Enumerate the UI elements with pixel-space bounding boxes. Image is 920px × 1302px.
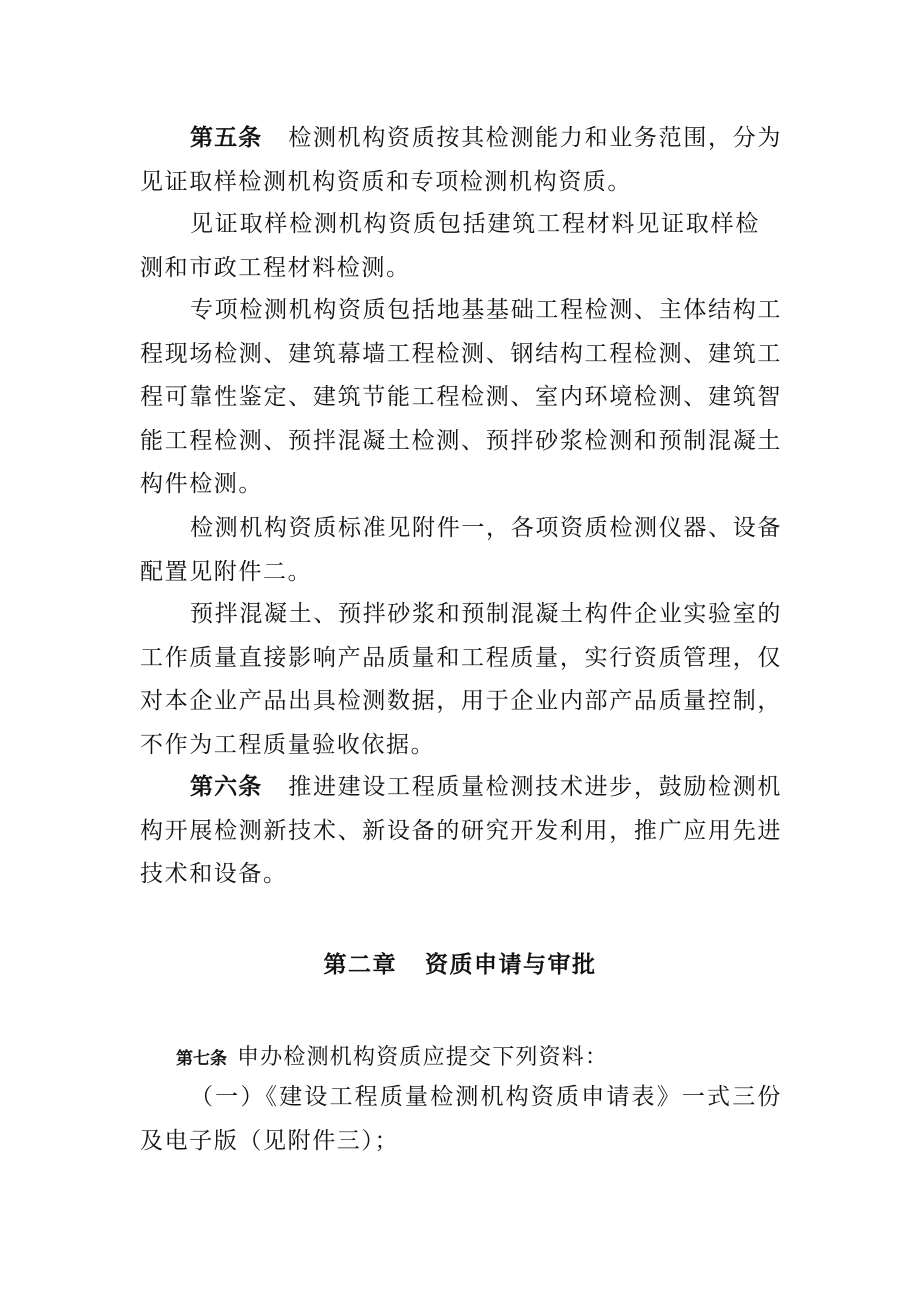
article-5-text: 检测机构资质按其检测能力和业务范围，分为见证取样检测机构资质和专项检测机构资质。 <box>140 125 783 195</box>
item-1-paragraph: （一）《建设工程质量检测机构资质申请表》一式三份及电子版（见附件三）； <box>140 1084 782 1154</box>
article-7-text: 申办检测机构资质应提交下列资料： <box>237 1045 609 1070</box>
article-7-paragraph <box>176 1038 608 1079</box>
article-7-label: 第七条 <box>176 1049 227 1069</box>
article-5-label: 第五条 <box>190 125 263 151</box>
chapter-2-title: 资质申请与审批 <box>425 952 597 978</box>
witness-sampling-paragraph: 见证取样检测机构资质包括建筑工程材料见证取样检测和市政工程材料检测。 <box>140 211 760 281</box>
article-6-paragraph <box>140 766 782 897</box>
article-6-text: 推进建设工程质量检测技术进步，鼓励检测机构开展检测新技术、新设备的研究开发利用，推广应用先进技术和设备。 <box>140 774 783 887</box>
qualification-standard-paragraph: 检测机构资质标准见附件一，各项资质检测仪器、设备配置见附件二。 <box>140 515 782 585</box>
special-testing-paragraph: 专项检测机构资质包括地基基础工程检测、主体结构工程现场检测、建筑幕墙工程检测、钢结构工程检测、建筑工程可靠性鉴定、建筑节能工程检测、室内环境检测、建筑智能工程检测、预拌混凝土检测、预拌砂浆检测和预制混凝土构件检测。 <box>140 297 782 497</box>
article-6-label: 第六条 <box>190 774 263 800</box>
enterprise-lab-paragraph: 预拌混凝土、预拌砂浆和预制混凝土构件企业实验室的工作质量直接影响产品质量和工程质量，实行资质管理，仅对本企业产品出具检测数据，用于企业内部产品质量控制，不作为工程质量验收依据。 <box>140 601 782 758</box>
chapter-2-heading <box>0 945 920 985</box>
article-5-paragraph <box>140 117 782 204</box>
chapter-2-number: 第二章 <box>323 952 397 978</box>
